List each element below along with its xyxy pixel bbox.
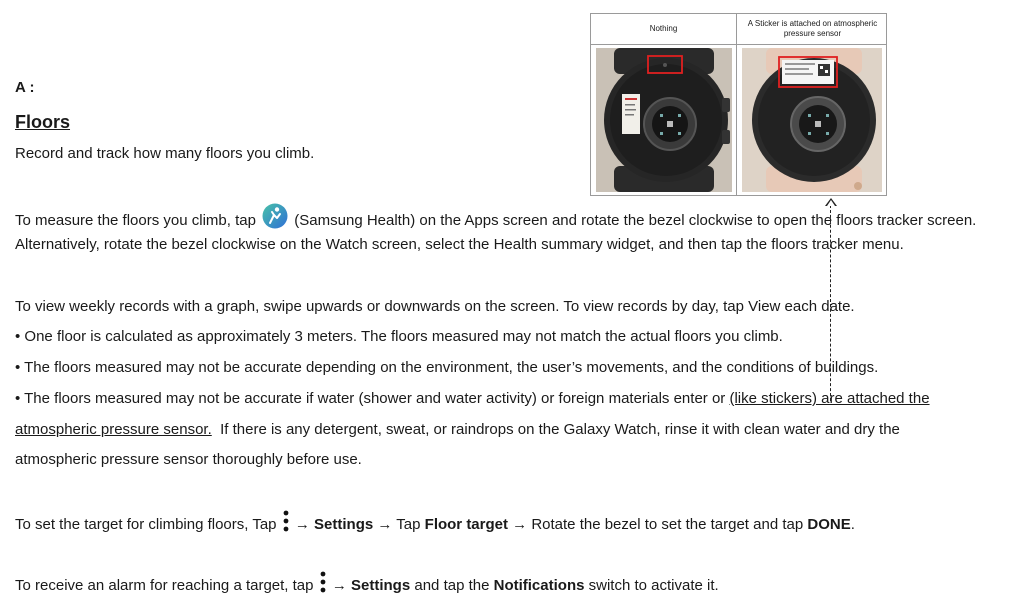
section-label: A : bbox=[15, 79, 35, 96]
measure-text-before: To measure the floors you climb, tap bbox=[15, 211, 256, 229]
bullet3-plain: • The floors measured may not be accurate if water (shower and water activity) or foreign materials enter or bbox=[15, 390, 730, 407]
paragraph-measure-line1 bbox=[15, 205, 976, 237]
target-done: DONE bbox=[807, 515, 851, 533]
target-end: . bbox=[850, 515, 855, 533]
bullet3-rest: If there is any detergent, sweat, or raindrops on the Galaxy Watch, rinse it with clean water and dry the bbox=[211, 421, 900, 438]
watch-photo-sticker bbox=[742, 48, 882, 192]
bullet3-underlined-1: (like stickers) are attached the bbox=[729, 390, 930, 407]
paragraph-measure-line2: Alternatively, rotate the bezel clockwise on the Watch screen, select the Health summary widget, and then tap the floors tracker menu. bbox=[15, 236, 904, 253]
bullet-accuracy-water-line1 bbox=[15, 389, 930, 409]
alarm-notifications: Notifications bbox=[493, 576, 585, 594]
target-floor-target: Floor target bbox=[424, 515, 508, 533]
intro-text: Record and track how many floors you climb. bbox=[15, 145, 315, 162]
paragraph-records: To view weekly records with a graph, swipe upwards or downwards on the screen. To view records by day, tap View each date. bbox=[15, 298, 855, 315]
target-settings: Settings bbox=[314, 515, 374, 533]
samsung-health-icon[interactable] bbox=[262, 203, 288, 235]
target-arrow-2: → Tap bbox=[373, 515, 425, 533]
alarm-end: switch to activate it. bbox=[584, 576, 719, 594]
target-middle: → Rotate the bezel to set the target and tap bbox=[508, 515, 808, 533]
more-options-icon[interactable] bbox=[283, 510, 289, 538]
callout-arrowhead-icon bbox=[825, 198, 837, 206]
figure-header-nothing: Nothing bbox=[649, 24, 678, 33]
bullet-floor-height: • One floor is calculated as approximately 3 meters. The floors measured may not match the actual floors you climb. bbox=[15, 328, 783, 345]
alarm-prefix: To receive an alarm for reaching a target, tap bbox=[15, 576, 314, 594]
alarm-settings: Settings bbox=[351, 576, 411, 594]
figure-divider-horizontal bbox=[591, 44, 886, 45]
target-arrow-1: → bbox=[290, 515, 315, 533]
alarm-arrow: → bbox=[327, 576, 352, 594]
paragraph-target bbox=[15, 511, 855, 539]
watch-photo-nothing bbox=[596, 48, 732, 192]
target-prefix: To set the target for climbing floors, Tap bbox=[15, 515, 277, 533]
sensor-comparison-figure bbox=[590, 13, 887, 196]
bullet-accuracy-water-line2 bbox=[15, 420, 900, 440]
alarm-middle: and tap the bbox=[410, 576, 494, 594]
callout-dashed-line bbox=[830, 205, 831, 401]
measure-text-after: (Samsung Health) on the Apps screen and rotate the bezel clockwise to open the floors tracker screen. bbox=[294, 211, 977, 229]
bullet-accuracy-environment: • The floors measured may not be accurate depending on the environment, the user’s movements, and the conditions of buildings. bbox=[15, 359, 879, 376]
paragraph-alarm bbox=[15, 572, 719, 600]
bullet-accuracy-water-line3: atmospheric pressure sensor thoroughly before use. bbox=[15, 451, 362, 468]
bullet3-underlined-2: atmospheric pressure sensor. bbox=[15, 421, 212, 438]
section-title: Floors bbox=[15, 112, 71, 132]
figure-header-sticker: A Sticker is attached on atmospheric pressure sensor bbox=[747, 19, 878, 38]
more-options-icon-2[interactable] bbox=[320, 571, 326, 599]
